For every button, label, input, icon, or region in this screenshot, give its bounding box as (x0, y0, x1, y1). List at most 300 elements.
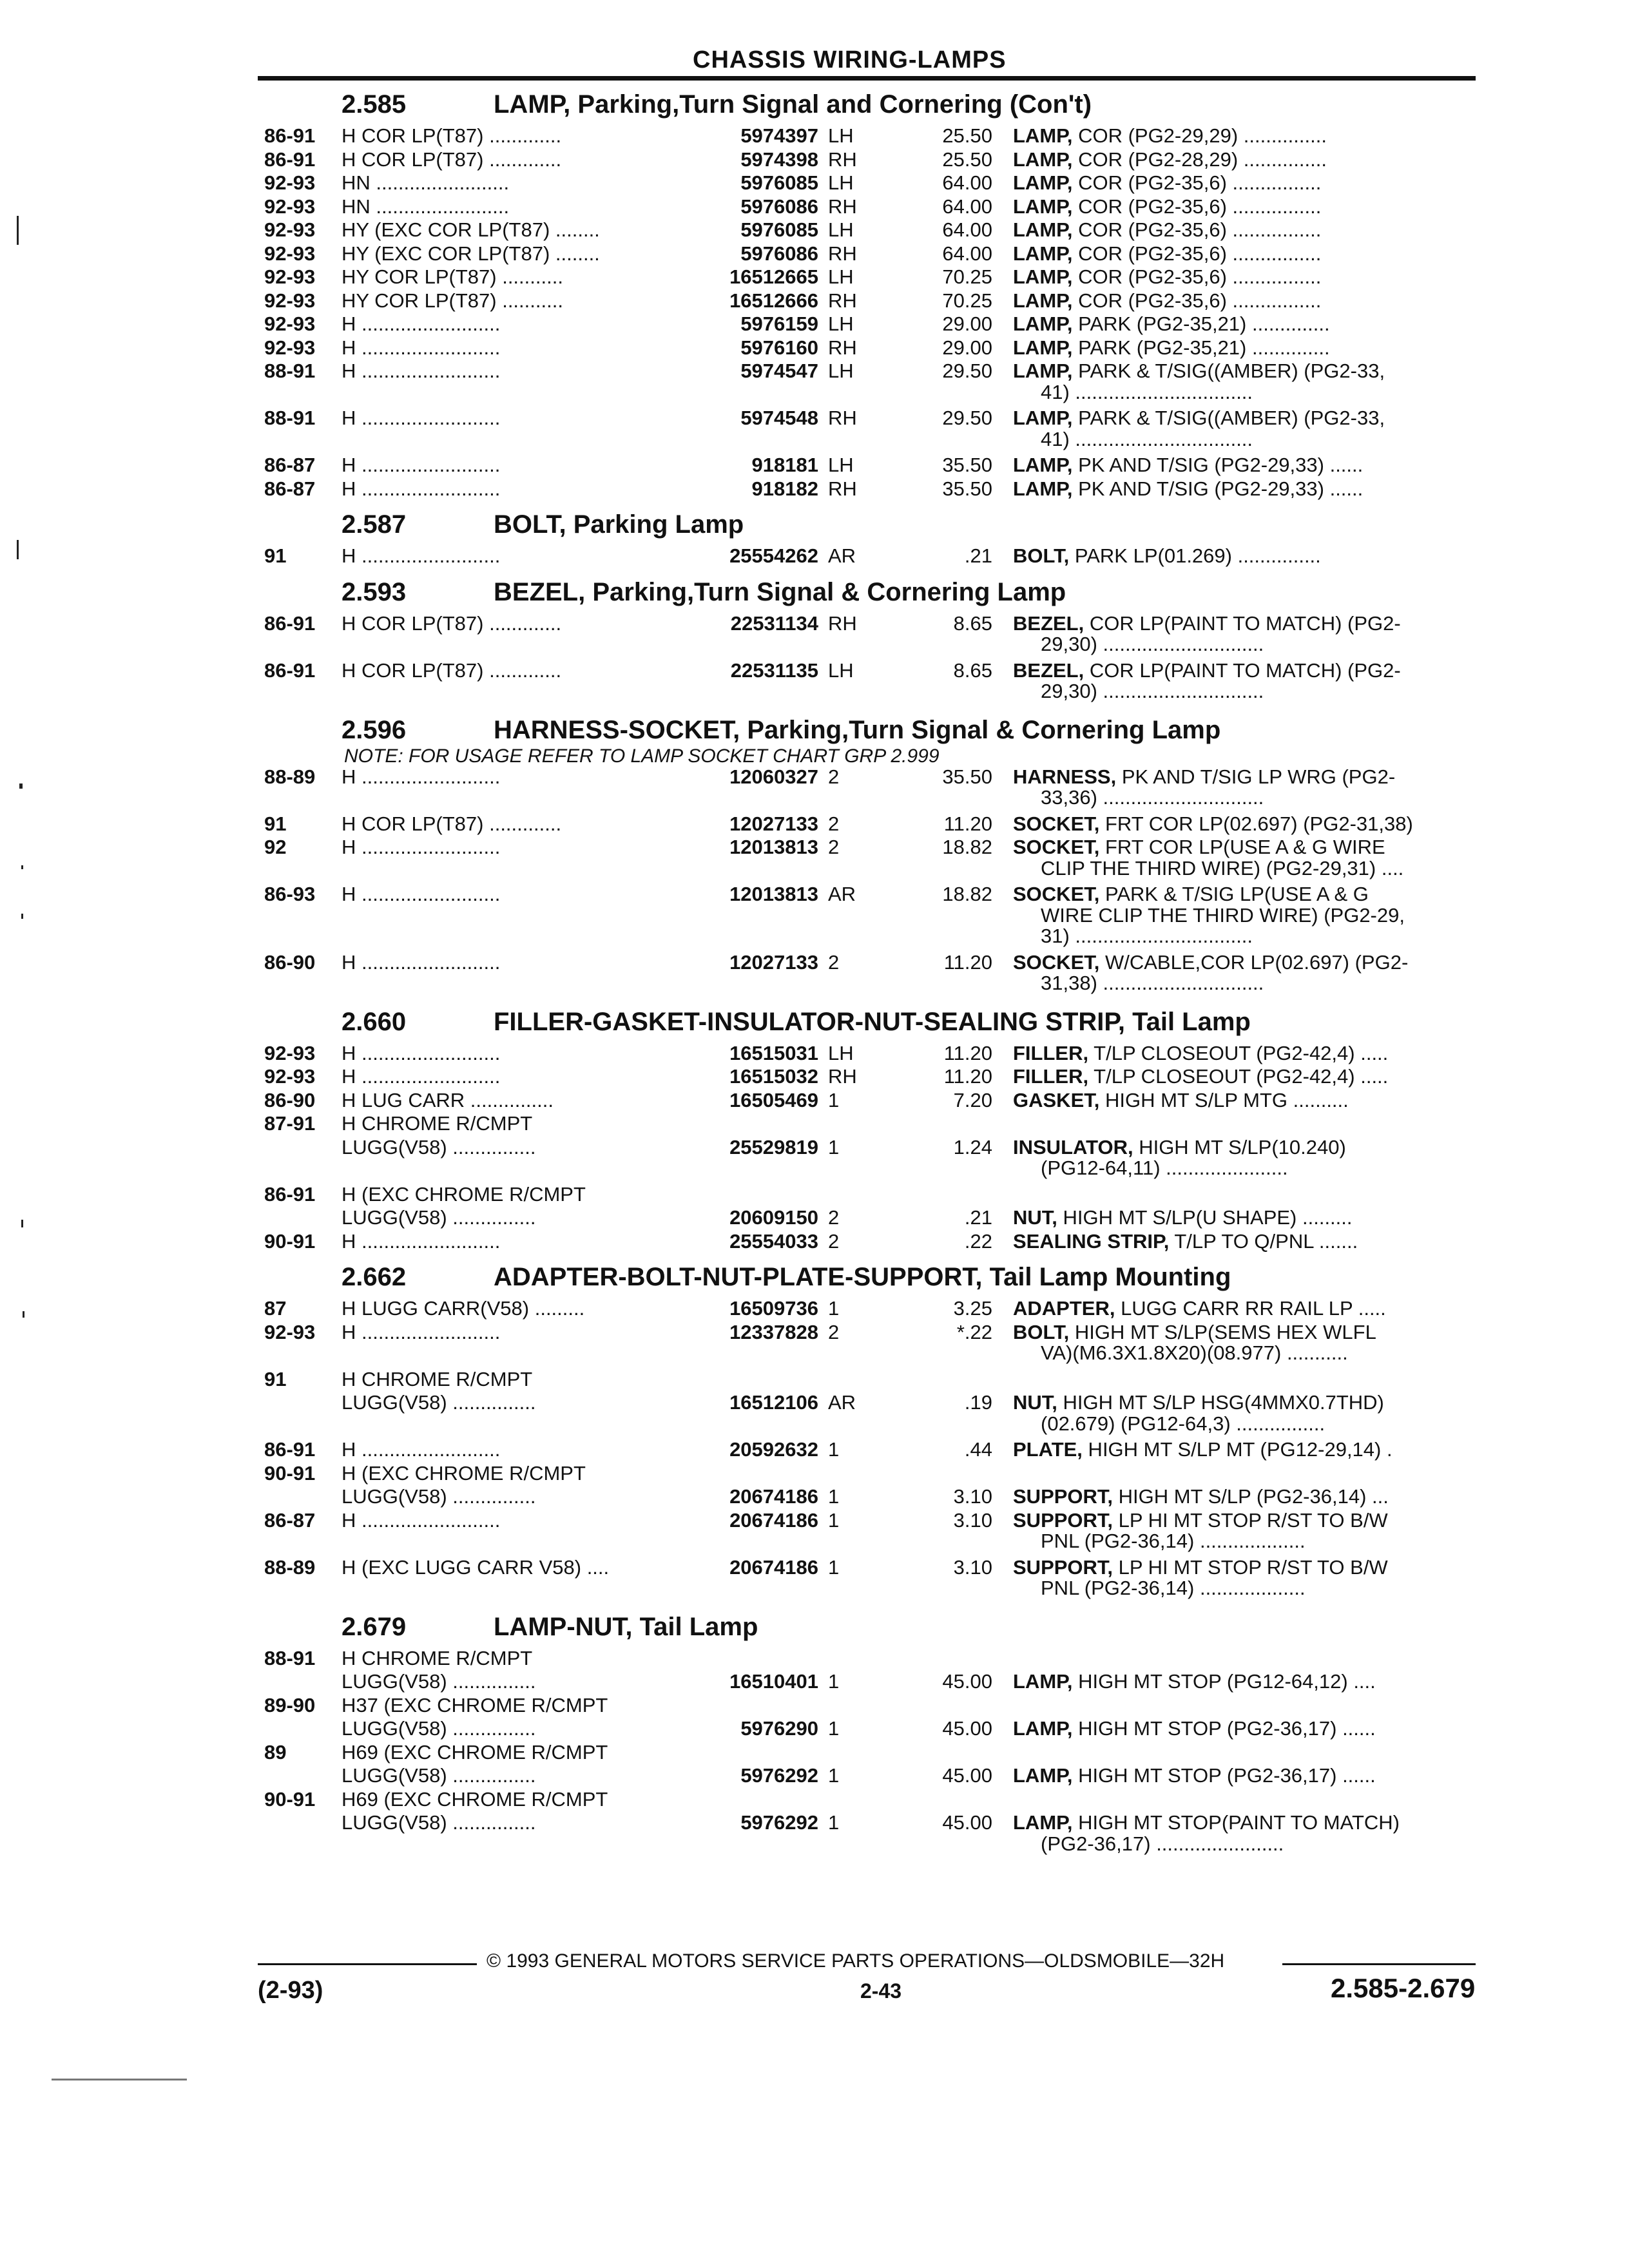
parts-row-continuation (0, 1833, 1629, 1858)
part-number: 5976160 (740, 336, 818, 359)
section-number: 2.587 (342, 510, 407, 539)
footer-page-number: 2-43 (860, 1979, 902, 2003)
part-detail: W/CABLE,COR LP(02.697) (PG2- (1099, 950, 1409, 974)
section-title: BEZEL, Parking,Turn Signal & Cornering Lamp (494, 577, 1066, 606)
part-number: 5976159 (740, 312, 818, 335)
section-number: 2.679 (342, 1612, 407, 1641)
price: 29.00 (942, 312, 992, 335)
part-name (1013, 360, 1385, 382)
part-name (1013, 313, 1330, 335)
application-desc: HN ........................ (342, 195, 510, 218)
parts-row (0, 243, 1629, 267)
price: 1.24 (953, 1135, 992, 1158)
parts-row-continuation (0, 1577, 1629, 1602)
price: 64.00 (942, 195, 992, 218)
page-title: CHASSIS WIRING-LAMPS (693, 46, 1007, 73)
part-name (1013, 1137, 1346, 1158)
part-detail: HIGH MT STOP (PG2-36,17) ...... (1072, 1717, 1376, 1740)
part-detail: T/LP TO Q/PNL ....... (1169, 1229, 1358, 1253)
part-keyword: INSULATOR, (1013, 1135, 1133, 1158)
part-keyword: LAMP, (1013, 336, 1073, 359)
part-name (1013, 266, 1321, 288)
part-keyword: LAMP, (1013, 1764, 1073, 1787)
quantity: 2 (828, 836, 840, 858)
model-years: 89 (264, 1740, 287, 1763)
quantity: AR (828, 544, 856, 567)
part-name-continuation: CLIP THE THIRD WIRE) (PG2-29,31) .... (1041, 856, 1404, 879)
section-title: LAMP, Parking,Turn Signal and Cornering (Con't) (494, 90, 1092, 119)
price: .21 (964, 544, 992, 567)
model-years: 88-91 (264, 407, 316, 429)
part-name-continuation: (PG12-64,11) ...................... (1041, 1157, 1288, 1179)
part-name (1013, 1207, 1353, 1229)
part-detail: COR (PG2-35,6) ................ (1072, 171, 1322, 194)
application-desc: LUGG(V58) ............... (342, 1670, 536, 1693)
parts-row (0, 1043, 1629, 1067)
quantity: LH (828, 312, 854, 335)
title-rule (258, 76, 1476, 81)
part-number: 5976086 (740, 242, 818, 265)
part-number: 16512666 (729, 289, 818, 312)
parts-row (0, 1742, 1629, 1766)
application-desc: H COR LP(T87) ............. (342, 812, 562, 835)
application-desc: H ......................... (342, 544, 501, 567)
quantity: 2 (828, 1229, 840, 1253)
application-desc: LUGG(V58) ............... (342, 1485, 536, 1508)
quantity: 1 (828, 1764, 840, 1787)
part-detail: COR (PG2-29,29) ............... (1072, 124, 1327, 147)
parts-row (0, 1671, 1629, 1695)
price: 29.50 (942, 360, 992, 382)
section-number: 2.662 (342, 1263, 407, 1291)
application-desc: H ......................... (342, 1508, 501, 1532)
application-desc: H COR LP(T87) ............. (342, 148, 562, 171)
quantity: 1 (828, 1508, 840, 1532)
price: .22 (964, 1229, 992, 1253)
part-number: 25529819 (729, 1135, 818, 1158)
part-keyword: LAMP, (1013, 454, 1073, 476)
quantity: 1 (828, 1555, 840, 1579)
parts-row (0, 1718, 1629, 1742)
part-number: 5974397 (740, 124, 818, 147)
parts-row (0, 196, 1629, 220)
price: 45.00 (942, 1717, 992, 1740)
model-years: 92-93 (264, 1041, 316, 1064)
part-keyword: FILLER, (1013, 1041, 1089, 1064)
price: 45.00 (942, 1811, 992, 1834)
part-name (1013, 172, 1321, 194)
part-number: 22531135 (730, 658, 818, 682)
section-number: 2.596 (342, 715, 407, 744)
parts-row-continuation (0, 381, 1629, 406)
model-years: 86-90 (264, 950, 316, 974)
application-desc: HY COR LP(T87) ........... (342, 289, 563, 312)
part-name-continuation: 29,30) ............................. (1041, 680, 1264, 702)
part-detail: HIGH MT S/LP(SEMS HEX WLFL (1069, 1320, 1376, 1343)
part-detail: HIGH MT STOP(PAINT TO MATCH) (1072, 1811, 1400, 1834)
part-name (1013, 407, 1385, 429)
part-keyword: HARNESS, (1013, 765, 1117, 788)
part-name (1013, 545, 1321, 567)
part-number: 12060327 (729, 765, 818, 788)
part-detail: PARK (PG2-35,21) .............. (1072, 312, 1330, 335)
quantity: LH (828, 1041, 854, 1064)
part-name-continuation: 41) ................................ (1041, 427, 1253, 450)
price: 35.50 (942, 765, 992, 788)
part-name (1013, 1486, 1389, 1508)
quantity: RH (828, 477, 857, 500)
parts-row (0, 1648, 1629, 1672)
part-keyword: LAMP, (1013, 477, 1073, 500)
quantity: RH (828, 148, 857, 171)
model-years: 86-91 (264, 611, 316, 635)
part-name (1013, 1557, 1388, 1579)
model-years: 91 (264, 812, 287, 835)
parts-row (0, 313, 1629, 338)
price: .19 (964, 1391, 992, 1414)
price: 3.10 (953, 1555, 992, 1579)
part-detail: COR (PG2-35,6) ................ (1072, 289, 1322, 312)
parts-row-continuation (0, 1413, 1629, 1437)
part-keyword: BOLT, (1013, 544, 1070, 567)
footer-group-range: 2.585-2.679 (1331, 1973, 1476, 2003)
part-name (1013, 1231, 1358, 1253)
part-detail: COR (PG2-35,6) ................ (1072, 195, 1322, 218)
part-keyword: LAMP, (1013, 195, 1073, 218)
application-desc: H COR LP(T87) ............. (342, 611, 562, 635)
part-detail: LP HI MT STOP R/ST TO B/W (1113, 1555, 1388, 1579)
part-keyword: LAMP, (1013, 265, 1073, 288)
part-name-continuation: VA)(M6.3X1.8X20)(08.977) ........... (1041, 1341, 1348, 1364)
section-heading (342, 578, 1501, 610)
part-keyword: LAMP, (1013, 242, 1073, 265)
application-desc: H ......................... (342, 950, 501, 974)
parts-row (0, 1184, 1629, 1208)
price: 64.00 (942, 171, 992, 194)
part-keyword: NUT, (1013, 1206, 1057, 1229)
model-years: 92-93 (264, 1065, 316, 1088)
footer-rule-right (1282, 1963, 1476, 1965)
part-keyword: SOCKET, (1013, 812, 1100, 835)
part-detail: HIGH MT S/LP(U SHAPE) ......... (1057, 1206, 1353, 1229)
application-desc: H ......................... (342, 454, 501, 476)
part-detail: PK AND T/SIG (PG2-29,33) ...... (1072, 454, 1364, 476)
parts-row (0, 266, 1629, 291)
footer-rule-left (258, 1963, 477, 1965)
quantity: 1 (828, 1135, 840, 1158)
part-keyword: LAMP, (1013, 407, 1073, 429)
parts-row-continuation (0, 925, 1629, 950)
model-years: 86-91 (264, 1182, 316, 1206)
application-desc: H CHROME R/CMPT (342, 1367, 533, 1390)
application-desc: H ......................... (342, 1229, 501, 1253)
part-number: 5976290 (740, 1717, 818, 1740)
price: 29.50 (942, 407, 992, 429)
part-keyword: LAMP, (1013, 148, 1073, 171)
model-years: 86-87 (264, 477, 316, 500)
model-years: 92-93 (264, 171, 316, 194)
application-desc: H ......................... (342, 883, 501, 905)
price: 35.50 (942, 454, 992, 476)
part-number: 918182 (751, 477, 818, 500)
model-years: 92-93 (264, 312, 316, 335)
part-detail: PARK & T/SIG((AMBER) (PG2-33, (1072, 360, 1385, 382)
model-years: 87 (264, 1297, 287, 1320)
price: .44 (964, 1438, 992, 1461)
price: 11.20 (943, 812, 992, 835)
model-years: 88-91 (264, 1646, 316, 1669)
footer-copyright: © 1993 GENERAL MOTORS SERVICE PARTS OPERATIONS—OLDSMOBILE—32H (487, 1950, 1225, 1972)
quantity: LH (828, 218, 854, 241)
application-desc: H ......................... (342, 360, 501, 382)
part-number: 20674186 (729, 1508, 818, 1532)
parts-row (0, 1113, 1629, 1137)
parts-row-continuation (0, 633, 1629, 658)
part-detail: HIGH MT S/LP(10.240) (1133, 1135, 1346, 1158)
part-name (1013, 952, 1408, 974)
part-name (1013, 1671, 1376, 1693)
price: 64.00 (942, 218, 992, 241)
part-number: 12027133 (729, 950, 818, 974)
part-keyword: LAMP, (1013, 312, 1073, 335)
part-number: 16515032 (729, 1065, 818, 1088)
quantity: 2 (828, 950, 840, 974)
part-keyword: SOCKET, (1013, 836, 1100, 858)
quantity: 1 (828, 1438, 840, 1461)
model-years: 92-93 (264, 1320, 316, 1343)
price: 7.20 (953, 1088, 992, 1111)
quantity: 2 (828, 1206, 840, 1229)
application-desc: H (EXC LUGG CARR V58) .... (342, 1555, 610, 1579)
section-title: HARNESS-SOCKET, Parking,Turn Signal & Cornering Lamp (494, 715, 1221, 744)
part-name (1013, 1090, 1349, 1111)
part-detail: FRT COR LP(USE A & G WIRE (1099, 836, 1385, 858)
model-years: 86-87 (264, 454, 316, 476)
application-desc: H LUGG CARR(V58) ......... (342, 1297, 585, 1320)
quantity: 1 (828, 1717, 840, 1740)
parts-row (0, 545, 1629, 570)
section-note: NOTE: FOR USAGE REFER TO LAMP SOCKET CHART GRP 2.999 (344, 745, 940, 767)
section-heading (342, 1008, 1501, 1040)
application-desc: H LUG CARR ............... (342, 1088, 554, 1111)
quantity: 2 (828, 1320, 840, 1343)
part-keyword: FILLER, (1013, 1065, 1089, 1088)
section-title: BOLT, Parking Lamp (494, 510, 744, 539)
part-name (1013, 836, 1385, 858)
model-years: 90-91 (264, 1229, 316, 1253)
application-desc: H ......................... (342, 765, 501, 788)
model-years: 92 (264, 836, 287, 858)
quantity: 1 (828, 1297, 840, 1320)
part-number: 25554033 (729, 1229, 818, 1253)
application-desc: LUGG(V58) ............... (342, 1811, 536, 1834)
parts-row (0, 1463, 1629, 1487)
price: 35.50 (942, 477, 992, 500)
price: 3.10 (953, 1508, 992, 1532)
section-heading (342, 1613, 1501, 1645)
part-keyword: BOLT, (1013, 1320, 1070, 1343)
quantity: 1 (828, 1811, 840, 1834)
section-number: 2.585 (342, 90, 407, 119)
parts-row (0, 337, 1629, 361)
parts-row-continuation (0, 972, 1629, 997)
part-keyword: LAMP, (1013, 171, 1073, 194)
parts-row (0, 149, 1629, 173)
section-title: FILLER-GASKET-INSULATOR-NUT-SEALING STRIP, Tail Lamp (494, 1007, 1251, 1036)
parts-row (0, 1207, 1629, 1231)
model-years: 92-93 (264, 242, 316, 265)
quantity: RH (828, 195, 857, 218)
part-detail: COR LP(PAINT TO MATCH) (PG2- (1084, 658, 1401, 682)
part-keyword: GASKET, (1013, 1088, 1100, 1111)
part-name (1013, 290, 1321, 312)
part-name (1013, 478, 1363, 500)
part-keyword: SOCKET, (1013, 883, 1100, 905)
part-name (1013, 125, 1327, 147)
price: 3.25 (953, 1297, 992, 1320)
model-years: 86-93 (264, 883, 316, 905)
application-desc: HY (EXC COR LP(T87) ........ (342, 242, 600, 265)
quantity: LH (828, 658, 854, 682)
part-number: 5976292 (740, 1811, 818, 1834)
parts-row (0, 454, 1629, 479)
part-keyword: LAMP, (1013, 360, 1073, 382)
price: 3.10 (953, 1485, 992, 1508)
part-number: 16512106 (729, 1391, 818, 1414)
part-keyword: LAMP, (1013, 124, 1073, 147)
part-name (1013, 196, 1321, 218)
price: 25.50 (942, 124, 992, 147)
model-years: 92-93 (264, 336, 316, 359)
parts-row (0, 1298, 1629, 1322)
parts-row-continuation (0, 787, 1629, 811)
part-detail: COR LP(PAINT TO MATCH) (PG2- (1084, 611, 1401, 635)
model-years: 86-87 (264, 1508, 316, 1532)
part-name-continuation: 31) ................................ (1041, 925, 1253, 947)
part-number: 16510401 (729, 1670, 818, 1693)
part-detail: FRT COR LP(02.697) (PG2-31,38) (1099, 812, 1413, 835)
part-detail: HIGH MT S/LP HSG(4MMX0.7THD) (1057, 1391, 1384, 1414)
part-name (1013, 1439, 1393, 1461)
part-name-continuation: 33,36) ............................. (1041, 786, 1264, 809)
application-desc: LUGG(V58) ............... (342, 1135, 536, 1158)
part-name-continuation: 31,38) ............................. (1041, 972, 1264, 994)
quantity: LH (828, 124, 854, 147)
parts-row (0, 1369, 1629, 1393)
application-desc: H ......................... (342, 336, 501, 359)
model-years: 90-91 (264, 1461, 316, 1485)
application-desc: HY (EXC COR LP(T87) ........ (342, 218, 600, 241)
quantity: AR (828, 883, 856, 905)
application-desc: H (EXC CHROME R/CMPT (342, 1461, 586, 1485)
part-detail: PARK & T/SIG((AMBER) (PG2-33, (1072, 407, 1385, 429)
part-number: 5976085 (740, 218, 818, 241)
price: 45.00 (942, 1764, 992, 1787)
parts-row (0, 1486, 1629, 1510)
model-years: 88-89 (264, 1555, 316, 1579)
quantity: AR (828, 1391, 856, 1414)
parts-row (0, 1765, 1629, 1789)
application-desc: H COR LP(T87) ............. (342, 124, 562, 147)
price: 11.20 (943, 1041, 992, 1064)
part-number: 16515031 (729, 1041, 818, 1064)
price: 25.50 (942, 148, 992, 171)
part-name (1013, 337, 1330, 359)
model-years: 88-89 (264, 765, 316, 788)
part-number: 5974548 (740, 407, 818, 429)
part-detail: HIGH MT STOP (PG2-36,17) ...... (1072, 1764, 1376, 1787)
application-desc: H CHROME R/CMPT (342, 1646, 533, 1669)
part-keyword: BEZEL, (1013, 611, 1084, 635)
part-name (1013, 243, 1321, 265)
parts-row-continuation (0, 428, 1629, 453)
part-number: 25554262 (729, 544, 818, 567)
part-number: 5976292 (740, 1764, 818, 1787)
quantity: RH (828, 289, 857, 312)
part-name-continuation: WIRE CLIP THE THIRD WIRE) (PG2-29, (1041, 903, 1405, 927)
section-number: 2.660 (342, 1007, 407, 1036)
part-name-continuation: PNL (PG2-36,14) ................... (1041, 1577, 1306, 1599)
section-heading (342, 90, 1501, 122)
footer-date-code: (2-93) (258, 1977, 323, 2004)
price: 11.20 (943, 1065, 992, 1088)
part-number: 5976086 (740, 195, 818, 218)
model-years: 89-90 (264, 1693, 316, 1716)
parts-row-continuation (0, 680, 1629, 705)
part-name (1013, 1321, 1376, 1343)
parts-row (0, 1066, 1629, 1090)
part-number: 20592632 (729, 1438, 818, 1461)
application-desc: H ......................... (342, 477, 501, 500)
part-number: 20609150 (729, 1206, 818, 1229)
part-detail: PARK LP(01.269) ............... (1069, 544, 1321, 567)
part-keyword: NUT, (1013, 1391, 1057, 1414)
part-keyword: LAMP, (1013, 289, 1073, 312)
model-years: 92-93 (264, 265, 316, 288)
part-number: 22531134 (730, 611, 818, 635)
application-desc: H (EXC CHROME R/CMPT (342, 1182, 586, 1206)
quantity: 2 (828, 765, 840, 788)
part-name (1013, 1718, 1376, 1740)
part-detail: HIGH MT STOP (PG12-64,12) .... (1072, 1670, 1376, 1693)
price: 18.82 (942, 883, 992, 905)
quantity: 1 (828, 1485, 840, 1508)
model-years: 92-93 (264, 289, 316, 312)
model-years: 92-93 (264, 218, 316, 241)
part-keyword: LAMP, (1013, 218, 1073, 241)
application-desc: H CHROME R/CMPT (342, 1112, 533, 1135)
model-years: 91 (264, 544, 287, 567)
part-keyword: SUPPORT, (1013, 1508, 1113, 1532)
section-title: LAMP-NUT, Tail Lamp (494, 1612, 758, 1641)
price: 64.00 (942, 242, 992, 265)
part-number: 12337828 (729, 1320, 818, 1343)
parts-row (0, 1090, 1629, 1114)
part-name-continuation: 41) ................................ (1041, 380, 1253, 403)
part-keyword: SEALING STRIP, (1013, 1229, 1170, 1253)
price: 70.25 (942, 289, 992, 312)
part-number: 20674186 (729, 1555, 818, 1579)
part-detail: HIGH MT S/LP (PG2-36,14) ... (1113, 1485, 1389, 1508)
model-years: 86-90 (264, 1088, 316, 1111)
parts-row-continuation (0, 858, 1629, 882)
quantity: RH (828, 407, 857, 429)
parts-row (0, 172, 1629, 197)
quantity: RH (828, 1065, 857, 1088)
part-name (1013, 149, 1327, 171)
quantity: LH (828, 360, 854, 382)
part-number: 16512665 (729, 265, 818, 288)
